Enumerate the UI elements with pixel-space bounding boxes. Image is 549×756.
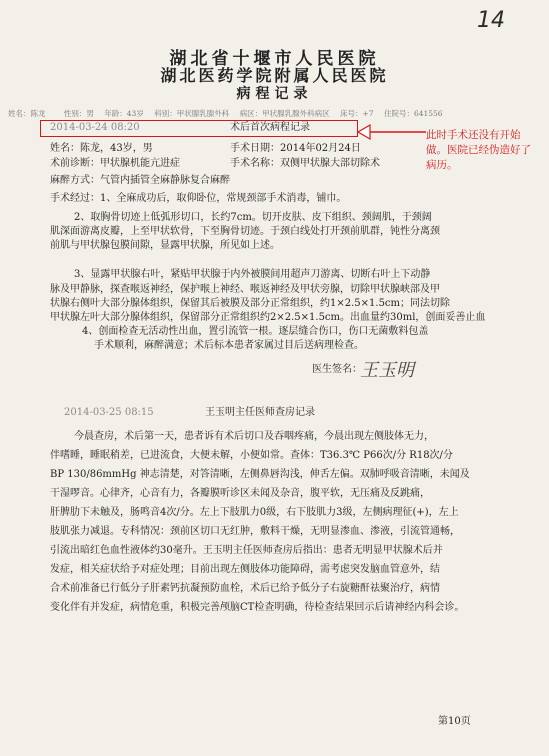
annotation-note: 此时手术还没有开始做。医院已经伪造好了病历。 bbox=[426, 129, 531, 171]
footer-page-number: 第10页 bbox=[438, 716, 471, 727]
entry1-datetime: 2014-03-24 08:20 bbox=[50, 122, 140, 133]
signature-label: 医生签名： bbox=[312, 364, 362, 375]
handwritten-signature: 王玉明 bbox=[360, 360, 414, 381]
patient-name: 姓名：陈龙 bbox=[8, 109, 46, 118]
patient-sex: 性别：男 bbox=[63, 109, 94, 118]
patient-inpatient-number: 住院号：641556 bbox=[383, 109, 443, 118]
entry2-datetime: 2014-03-25 08:15 bbox=[64, 407, 154, 418]
document-title: 病程记录 bbox=[236, 86, 313, 102]
patient-dept: 科别：甲状腺乳腺外科 bbox=[154, 109, 230, 118]
entry2-title: 王玉明主任医师查房记录 bbox=[205, 407, 315, 418]
entry1-date-line: 手术日期：2014年02月24日 bbox=[230, 143, 361, 154]
hospital-name-line-2: 湖北医药学院附属人民医院 bbox=[160, 66, 389, 85]
patient-bed: 床号：+7 bbox=[340, 109, 374, 118]
entry1-anesthesia-line: 麻醉方式：气管内插管全麻静脉复合麻醉 bbox=[50, 175, 230, 186]
patient-age: 年龄：43岁 bbox=[104, 109, 144, 118]
patient-ward: 病区：甲状腺乳腺外科病区 bbox=[239, 109, 330, 118]
annotation-arrow bbox=[356, 122, 428, 142]
entry1-step2: 2、取胸骨切迹上低弧形切口，长约7cm。切开皮肤、皮下组织、颈阔肌，于颈阔 肌深面游离皮瓣，上至甲状软骨，下至胸骨切迹。于颈白线处打开颈前肌群，钝性分离颈 前肌与甲状腺包膜间隙，显露甲状腺，所见如上述。 bbox=[50, 212, 440, 251]
entry1-preop-line: 术前诊断：甲状腺机能亢进症 bbox=[50, 158, 180, 169]
entry2-body: 今晨查房，术后第一天，患者诉有术后切口及吞咽疼痛，今晨出现左侧肢体无力， 伴嗜睡，睡眠稍差，已进流食，大便未解，小便如常。查体：T36.3℃ P66次/分 R18次/分 BP 130/86mmHg 神志清楚，对答清晰，左侧鼻唇沟浅，伸舌左偏。双肺呼吸音清晰，未闻及 干湿啰音。心律齐，心音有力，各瓣膜听诊区未闻及杂音，腹平软，无压痛及反跳痛， 肝脾肋下未触及，肠鸣音4次/分。左上下肢肌力0级，右下肢肌力3级，左侧病理征(+)，左上 肢肌张力减退。专科情况：颈前区切口无红肿，敷料干燥，无明显渗血、渗液，引流管通畅， 引流出暗红色血性液体约30毫升。王玉明主任医师查房后指出：患者无明显甲状腺术后并 发症，相关症状给予对症处理；目前出现左侧肢体功能障碍，需考虑突发脑血管意外，结 合术前准备已行低分子肝素钙抗凝预防血栓，术后已给予低分子右旋糖酐祛聚治疗，病情 变化伴有并发症，病情危重，积极完善颅脑CT检查明确，待检查结果回示后请神经内科会诊。 bbox=[50, 431, 470, 613]
entry1-name-line: 姓名：陈龙，43岁，男 bbox=[50, 143, 153, 154]
entry1-procedure-head: 手术经过：1、全麻成功后，取仰卧位，常规颈部手术消毒，铺巾。 bbox=[50, 193, 347, 204]
entry1-title: 术后首次病程记录 bbox=[230, 122, 310, 133]
entry1-opname-line: 手术名称：双侧甲状腺大部切除术 bbox=[230, 158, 380, 169]
handwritten-page-number: 14 bbox=[477, 8, 505, 33]
entry1-step3: 3、显露甲状腺右叶，紧贴甲状腺于内外被膜间用超声刀游离、切断右叶上下动静 脉及甲静脉，探查喉返神经，保护喉上神经、喉返神经及甲状旁腺，切除甲状腺峡部及甲 状腺右侧叶大部分腺体组织，保留其后被膜及部分正常组织，约1×2.5×1.5cm；同法切除 甲状腺左叶大部分腺体组织，保留部分正常组织约2×2.5×1.5cm。出血量约30ml，创面妥善止血 4、创面检查无活动性出血，置引流管一根。逐层缝合伤口，伤口无菌敷料包盖 手术顺利，麻醉满意；术后标本患者家属过目后送病理检查。 bbox=[50, 269, 486, 351]
hospital-name-line-1: 湖北省十堰市人民医院 bbox=[169, 49, 380, 69]
patient-header bbox=[8, 108, 538, 119]
